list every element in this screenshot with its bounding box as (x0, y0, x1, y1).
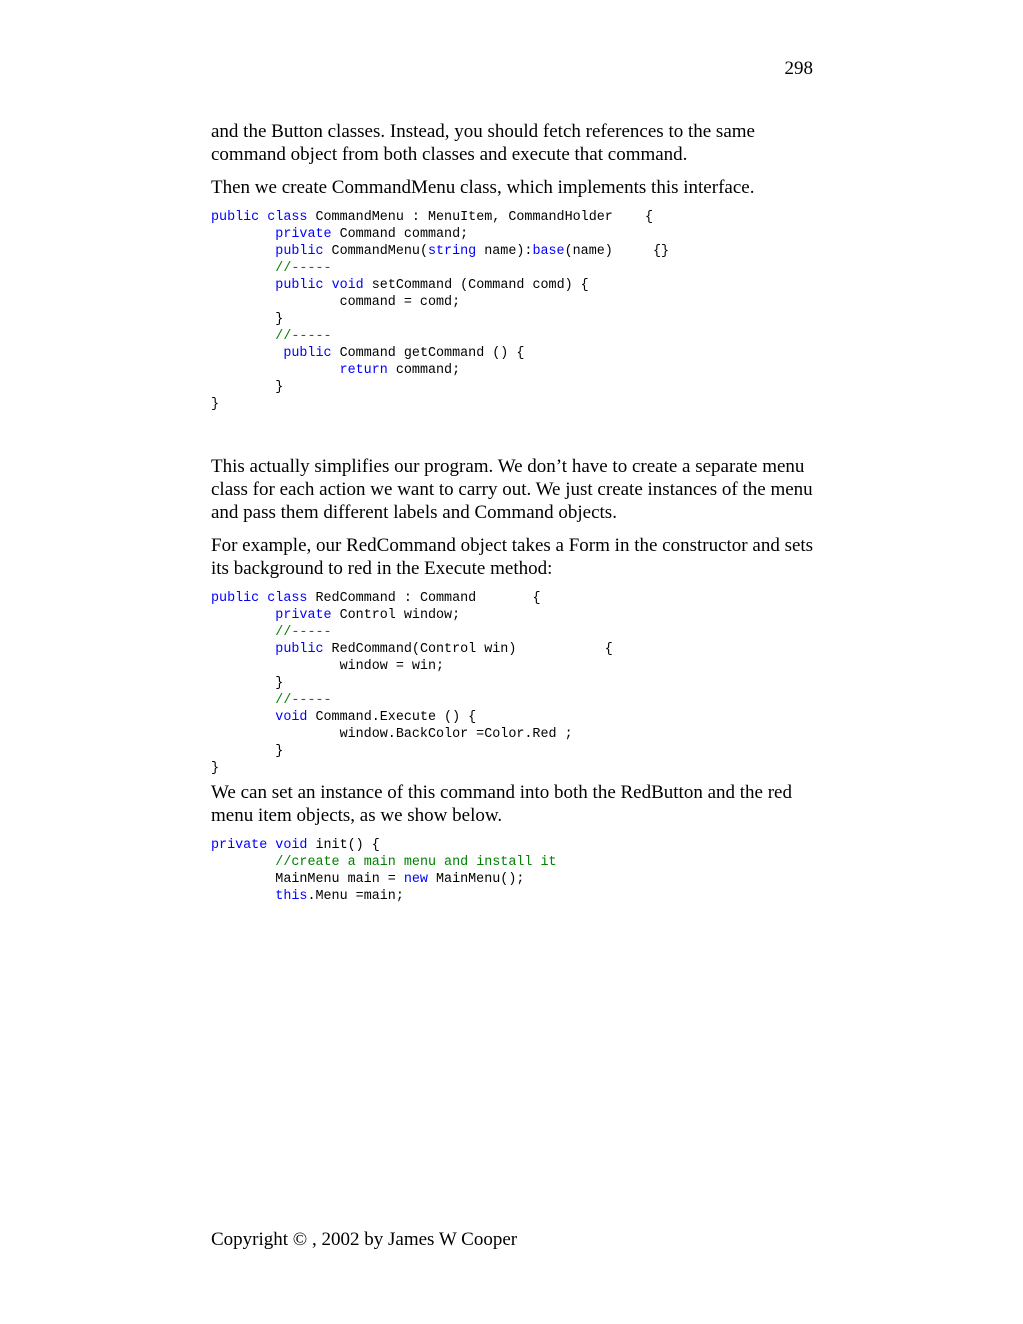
code-text: RedCommand : Command { (307, 591, 541, 606)
code-text: } (211, 744, 284, 759)
code-text: init() { (307, 838, 380, 853)
code-text (211, 608, 275, 623)
code-keyword: public (283, 346, 332, 361)
code-comment: //----- (275, 261, 332, 276)
code-keyword: void (275, 838, 308, 853)
body-paragraph: We can set an instance of this command into both the RedButton and the red menu item objects, as we show below. (211, 782, 792, 826)
code-keyword: class (267, 210, 308, 225)
code-line (211, 624, 821, 641)
code-line (211, 854, 821, 871)
code-keyword: string (427, 244, 477, 259)
code-text: window.BackColor =Color.Red ; (211, 727, 573, 742)
code-comment: //create a main menu and install it (275, 855, 557, 870)
body-paragraph: For example, our RedCommand object takes a Form in the constructor and sets its background to red in the Execute method: (211, 535, 814, 579)
copyright-footer: Copyright © , 2002 by James W Cooper (211, 1229, 518, 1250)
code-keyword: public (275, 278, 324, 293)
code-keyword: public (275, 244, 324, 259)
code-line (211, 294, 821, 311)
code-text: } (211, 397, 220, 412)
code-line (211, 709, 821, 726)
code-text (211, 363, 340, 378)
code-keyword: private (211, 838, 268, 853)
page-number: 298 (784, 58, 813, 79)
code-listing (211, 209, 821, 413)
code-line (211, 226, 821, 243)
code-listing (211, 590, 821, 777)
section-spacer (211, 417, 821, 455)
code-text (211, 278, 275, 293)
code-line (211, 743, 821, 760)
code-text: } (211, 380, 284, 395)
code-text: Command.Execute () { (307, 710, 477, 725)
code-line (211, 590, 821, 607)
body-paragraph: and the Button classes. Instead, you should fetch references to the same command object from both classes and execute that command. (211, 121, 755, 165)
code-text: name): (476, 244, 533, 259)
code-line (211, 641, 821, 658)
code-line (211, 658, 821, 675)
code-line (211, 362, 821, 379)
code-text: .Menu =main; (307, 889, 404, 904)
code-listing (211, 837, 821, 905)
code-keyword: new (403, 872, 428, 887)
code-text: } (211, 312, 284, 327)
body-paragraph: Then we create CommandMenu class, which implements this interface. (211, 177, 755, 198)
code-text: Command command; (331, 227, 469, 242)
code-keyword: public (211, 210, 260, 225)
code-text (211, 710, 275, 725)
code-text (211, 889, 275, 904)
code-text (211, 693, 275, 708)
code-keyword: void (275, 710, 308, 725)
code-text (211, 642, 275, 657)
code-text (211, 329, 275, 344)
code-keyword: this (275, 889, 308, 904)
code-keyword: private (275, 608, 332, 623)
code-keyword: private (275, 227, 332, 242)
code-text: setCommand (Command comd) { (363, 278, 589, 293)
page-content (211, 120, 821, 909)
code-line (211, 607, 821, 624)
code-text: } (211, 761, 220, 776)
code-line (211, 888, 821, 905)
code-line (211, 260, 821, 277)
code-line (211, 243, 821, 260)
code-keyword: public (275, 642, 324, 657)
code-comment: //----- (275, 625, 332, 640)
code-line (211, 726, 821, 743)
code-line (211, 837, 821, 854)
code-line (211, 328, 821, 345)
code-text: command; (387, 363, 461, 378)
code-line (211, 379, 821, 396)
code-keyword: class (267, 591, 308, 606)
body-paragraph: This actually simplifies our program. We don’t have to create a separate menu class for each action we want to carry out. We just create instances of the menu and pass them different labels and Command objects. (211, 456, 813, 523)
code-text (324, 278, 332, 293)
code-line (211, 871, 821, 888)
code-text (211, 227, 275, 242)
code-text (211, 855, 275, 870)
code-keyword: void (331, 278, 364, 293)
code-text (211, 346, 283, 361)
code-text: } (211, 676, 284, 691)
code-text: (name) {} (564, 244, 670, 259)
code-line (211, 209, 821, 226)
code-line (211, 396, 821, 413)
code-keyword: public (211, 591, 260, 606)
code-line (211, 311, 821, 328)
code-text (211, 625, 275, 640)
code-line (211, 675, 821, 692)
code-text (211, 244, 275, 259)
code-line (211, 760, 821, 777)
code-text: MainMenu main = (211, 872, 404, 887)
code-comment: //----- (275, 693, 332, 708)
code-text: command = comd; (211, 295, 461, 310)
code-comment: //----- (275, 329, 332, 344)
code-text: CommandMenu : MenuItem, CommandHolder { (307, 210, 653, 225)
code-keyword: base (532, 244, 565, 259)
code-text (211, 261, 275, 276)
code-text: RedCommand(Control win) { (323, 642, 613, 657)
code-line (211, 345, 821, 362)
code-line (211, 692, 821, 709)
code-text: Control window; (331, 608, 461, 623)
code-keyword: return (339, 363, 388, 378)
code-text: MainMenu(); (427, 872, 525, 887)
code-text: Command getCommand () { (331, 346, 525, 361)
code-text: window = win; (211, 659, 445, 674)
code-text: CommandMenu( (323, 244, 428, 259)
code-line (211, 277, 821, 294)
